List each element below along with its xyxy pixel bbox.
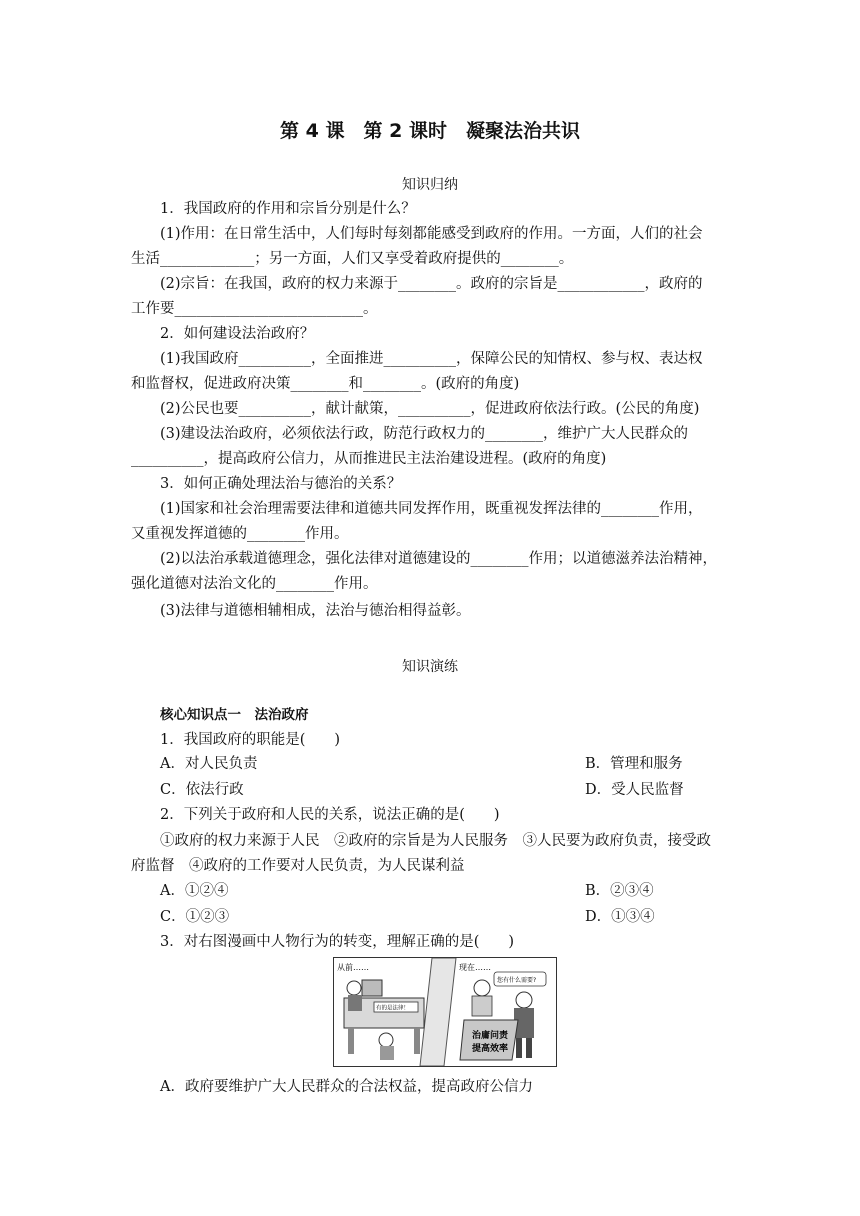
option-a: A．①②④ bbox=[160, 883, 229, 899]
option-d: D．①③④ bbox=[585, 909, 655, 925]
question-heading: 3．如何正确处理法治与德治的关系？ bbox=[160, 476, 402, 492]
question-stem: 3．对右图漫画中人物行为的转变，理解正确的是( ) bbox=[160, 934, 515, 950]
paragraph-line: 强化道德对法治文化的________作用。 bbox=[131, 576, 378, 592]
paragraph-line: (3)建设法治政府，必须依法行政，防范行政权力的________，维护广大人民群众的 bbox=[160, 426, 689, 442]
comic-illustration bbox=[333, 957, 557, 1067]
question-heading: 2．如何建设法治政府？ bbox=[160, 326, 315, 342]
question-statements: 府监督 ④政府的工作要对人民负责，为人民谋利益 bbox=[131, 858, 465, 874]
page-title: 第 4 课 第 2 课时 凝聚法治共识 bbox=[280, 120, 580, 142]
paragraph-line: (2)宗旨：在我国，政府的权力来源于________。政府的宗旨是____________，政府的 bbox=[160, 276, 703, 292]
option-a: A．政府要维护广大人民群众的合法权益，提高政府公信力 bbox=[160, 1079, 533, 1095]
comic-right-bubble: 您有什么需要? bbox=[497, 977, 537, 984]
paragraph-line: 和监督权，促进政府决策________和________。(政府的角度) bbox=[131, 376, 520, 392]
knowledge-point-heading: 核心知识点一 法治政府 bbox=[160, 707, 309, 723]
comic-box-line1: 治庸问责 bbox=[472, 1031, 509, 1041]
option-a: A．对人民负责 bbox=[160, 756, 258, 772]
paragraph-line: 生活_____________；另一方面，人们又享受着政府提供的________。 bbox=[131, 251, 574, 267]
option-c: C．依法行政 bbox=[160, 782, 244, 798]
question-stem: 2．下列关于政府和人民的关系，说法正确的是( ) bbox=[160, 807, 500, 823]
option-b: B．管理和服务 bbox=[585, 756, 683, 772]
paragraph-line: 又重视发挥道德的________作用。 bbox=[131, 526, 349, 542]
paragraph-line: (2)公民也要__________，献计献策，__________，促进政府依法行政。(公民的角度) bbox=[160, 401, 700, 417]
option-d: D．受人民监督 bbox=[585, 782, 684, 798]
section-heading-practice: 知识演练 bbox=[402, 659, 458, 675]
comic-right-caption: 现在…… bbox=[459, 963, 491, 972]
comic-left-bubble: 有的是法律！ bbox=[376, 1005, 410, 1012]
question-statements: ①政府的权力来源于人民 ②政府的宗旨是为人民服务 ③人民要为政府负责，接受政 bbox=[160, 833, 711, 849]
section-heading-summary: 知识归纳 bbox=[402, 177, 458, 193]
question-stem: 1．我国政府的职能是( ) bbox=[160, 732, 341, 748]
question-heading: 1．我国政府的作用和宗旨分别是什么？ bbox=[160, 201, 416, 217]
option-b: B．②③④ bbox=[585, 883, 654, 899]
option-c: C．①②③ bbox=[160, 909, 230, 925]
comic-left-caption: 从前…… bbox=[337, 963, 369, 972]
paragraph-line: __________，提高政府公信力，从而推进民主法治建设进程。(政府的角度) bbox=[131, 451, 607, 467]
paragraph-line: 工作要__________________________。 bbox=[131, 301, 378, 317]
paragraph-line: (3)法律与道德相辅相成，法治与德治相得益彰。 bbox=[160, 603, 471, 619]
comic-drawing bbox=[334, 958, 556, 1066]
comic-box-line2: 提高效率 bbox=[472, 1044, 509, 1054]
paragraph-line: (2)以法治承载道德理念，强化法律对道德建设的________作用；以道德滋养法治精神， bbox=[160, 551, 718, 567]
paragraph-line: (1)国家和社会治理需要法律和道德共同发挥作用，既重视发挥法律的________作用， bbox=[160, 501, 703, 517]
paragraph-line: (1)作用：在日常生活中，人们每时每刻都能感受到政府的作用。一方面，人们的社会 bbox=[160, 226, 703, 242]
paragraph-line: (1)我国政府__________，全面推进__________，保障公民的知情权、参与权、表达权 bbox=[160, 351, 703, 367]
